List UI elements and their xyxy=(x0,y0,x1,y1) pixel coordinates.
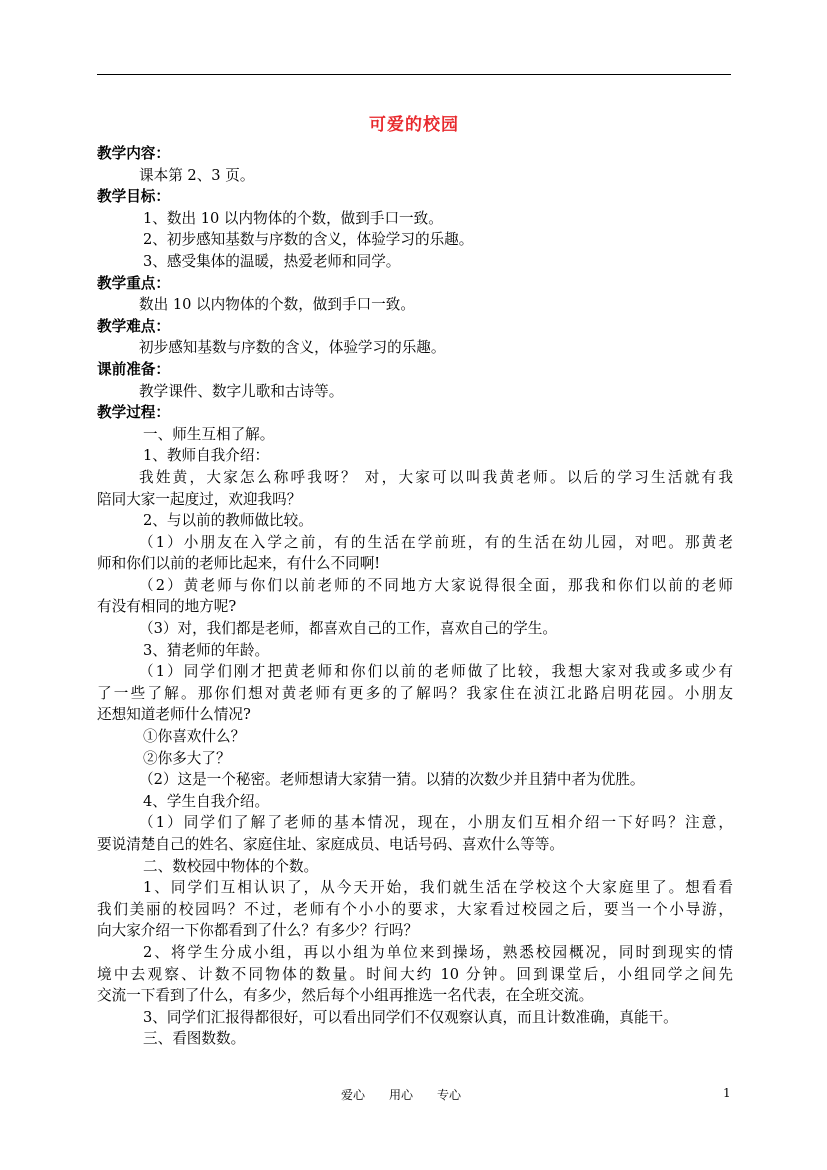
section-heading: 教学内容： xyxy=(97,145,170,162)
text-line: 我们美丽的校园吗？不过，老师有个小小的要求，大家看过校园之后，要当一个小导游， xyxy=(97,900,733,918)
section-heading: 教学难点： xyxy=(97,317,170,335)
text-line: （3）对，我们都是老师，都喜欢自己的工作，喜欢自己的学生。 xyxy=(139,620,557,638)
text-line: ②你多大了？ xyxy=(143,749,231,767)
text-line: 1、教师自我介绍： xyxy=(143,447,270,465)
text-line: （1）同学们了解了老师的基本情况，现在，小朋友们互相介绍一下好吗？注意， xyxy=(139,814,733,832)
text-line: 2、初步感知基数与序数的含义，体验学习的乐趣。 xyxy=(143,231,474,249)
text-line: 2、与以前的教师做比较。 xyxy=(143,512,313,530)
text-line: 向大家介绍一下你都看到了什么？有多少？行吗？ xyxy=(97,922,419,940)
text-line: 三、看图数数。 xyxy=(143,1030,246,1048)
footer-word-care: 用心 xyxy=(389,1088,414,1102)
text-line: （2）黄老师与你们以前老师的不同地方大家说得很全面，那我和你们以前的老师 xyxy=(139,576,733,594)
section-heading: 教学过程： xyxy=(97,404,170,422)
text-line: 还想知道老师什么情况? xyxy=(97,706,251,724)
page-number: 1 xyxy=(723,1086,731,1100)
text-line: （2）这是一个秘密。老师想请大家猜一猜。以猜的次数少并且猜中者为优胜。 xyxy=(139,771,645,789)
section-heading: 教学重点： xyxy=(97,274,170,292)
footer-motto xyxy=(341,1086,485,1103)
text-line: 数出 10 以内物体的个数，做到手口一致。 xyxy=(139,296,415,314)
text-line: 2、将学生分成小组，再以小组为单位来到操场，熟悉校园概况，同时到现实的情 xyxy=(143,943,733,961)
text-line: 4、学生自我介绍。 xyxy=(143,792,270,810)
footer-word-love: 爱心 xyxy=(341,1088,366,1102)
text-line: 陪同大家一起度过，欢迎我吗？ xyxy=(97,490,302,508)
footer-word-focus: 专心 xyxy=(437,1088,462,1102)
text-line: ①你喜欢什么？ xyxy=(143,728,246,746)
document-body xyxy=(97,143,733,1050)
text-line: 了一些了解。那你们想对黄老师有更多的了解吗？我家住在浈江北路启明花园。小朋友 xyxy=(97,684,733,702)
section-heading: 教学目标： xyxy=(97,188,170,206)
text-line: 我姓黄，大家怎么称呼我呀？ 对，大家可以叫我黄老师。以后的学习生活就有我 xyxy=(139,468,733,486)
text-line: 一、师生互相了解。 xyxy=(143,425,275,443)
header-rule xyxy=(97,74,731,75)
text-line: 二、数校园中物体的个数。 xyxy=(143,857,319,875)
text-line: （1）同学们刚才把黄老师和你们以前的老师做了比较，我想大家对我或多或少有 xyxy=(139,663,733,681)
page-title: 可爱的校园 xyxy=(369,115,459,135)
text-line: 境中去观察、计数不同物体的数量。时间大约 10 分钟。回到课堂后，小组同学之间先 xyxy=(97,965,733,983)
text-line: 1、数出 10 以内物体的个数，做到手口一致。 xyxy=(143,209,443,227)
text-line: 有没有相同的地方呢? xyxy=(97,598,237,616)
text-line: 3、猜老师的年龄。 xyxy=(143,641,270,659)
text-line: 3、感受集体的温暖，热爱老师和同学。 xyxy=(143,252,401,270)
text-line: （1）小朋友在入学之前，有的生活在学前班，有的生活在幼儿园，对吧。那黄老 xyxy=(139,533,733,551)
text-line: 师和你们以前的老师比起来，有什么不同啊! xyxy=(97,555,381,573)
text-line: 交流一下看到了什么，有多少，然后每个小组再推选一名代表，在全班交流。 xyxy=(97,987,594,1005)
text-line: 3、同学们汇报得都很好，可以看出同学们不仅观察认真，而且计数准确，真能干。 xyxy=(143,1008,678,1026)
text-line: 要说清楚自己的姓名、家庭住址、家庭成员、电话号码、喜欢什么等等。 xyxy=(97,836,565,853)
text-line: 课本第 2、3 页。 xyxy=(139,166,255,184)
section-heading: 课前准备： xyxy=(97,360,170,378)
text-line: 初步感知基数与序数的含义，体验学习的乐趣。 xyxy=(139,339,446,357)
text-line: 1、同学们互相认识了，从今天开始，我们就生活在学校这个大家庭里了。想看看 xyxy=(143,879,733,897)
text-line: 教学课件、数字儿歌和古诗等。 xyxy=(139,382,344,400)
